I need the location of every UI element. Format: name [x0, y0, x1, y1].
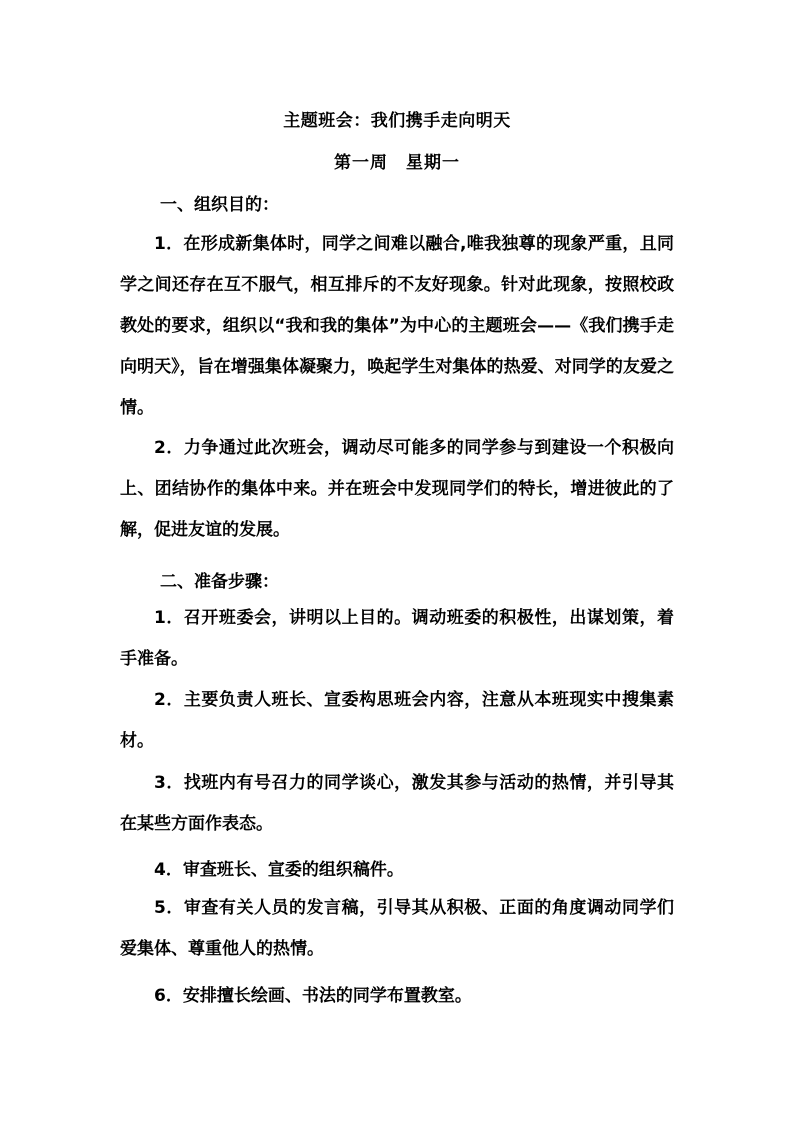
preparation-item-5: 5．审查有关人员的发言稿，引导其从积极、正面的角度调动同学们爱集体、尊重他人的热情。	[120, 898, 674, 959]
preparation-item-3: 3．找班内有号召力的同学谈心，激发其参与活动的热情，并引导其在某些方面作表态。	[120, 773, 674, 834]
preparation-item-1: 1．召开班委会，讲明以上目的。调动班委的积极性，出谋划策，着手准备。	[120, 608, 674, 669]
section-heading-purpose: 一、组织目的：	[160, 195, 279, 215]
purpose-item-2: 2．力争通过此次班会，调动尽可能多的同学参与到建设一个积极向上、团结协作的集体中来。并在班会中发现同学们的特长，增进彼此的了解，促进友谊的发展。	[120, 438, 674, 540]
purpose-item-1: 1．在形成新集体时，同学之间难以融合,唯我独尊的现象严重，且同学之间还存在互不服气，相互排斥的不友好现象。针对此现象，按照校政教处的要求，组织以“我和我的集体”为中心的主题班会——《我们携手走向明天》，旨在增强集体凝聚力，唤起学生对集体的热爱、对同学的友爱之情。	[120, 234, 674, 418]
preparation-item-2: 2．主要负责人班长、宣委构思班会内容，注意从本班现实中搜集素材。	[120, 690, 674, 751]
document-title: 主题班会：我们携手走向明天	[283, 111, 511, 131]
preparation-item-4: 4．审查班长、宣委的组织稿件。	[154, 860, 404, 880]
preparation-item-6: 6．安排擅长绘画、书法的同学布置教室。	[154, 986, 472, 1006]
section-heading-preparation: 二、准备步骤：	[160, 572, 279, 592]
document-subtitle: 第一周 星期一	[334, 153, 460, 173]
